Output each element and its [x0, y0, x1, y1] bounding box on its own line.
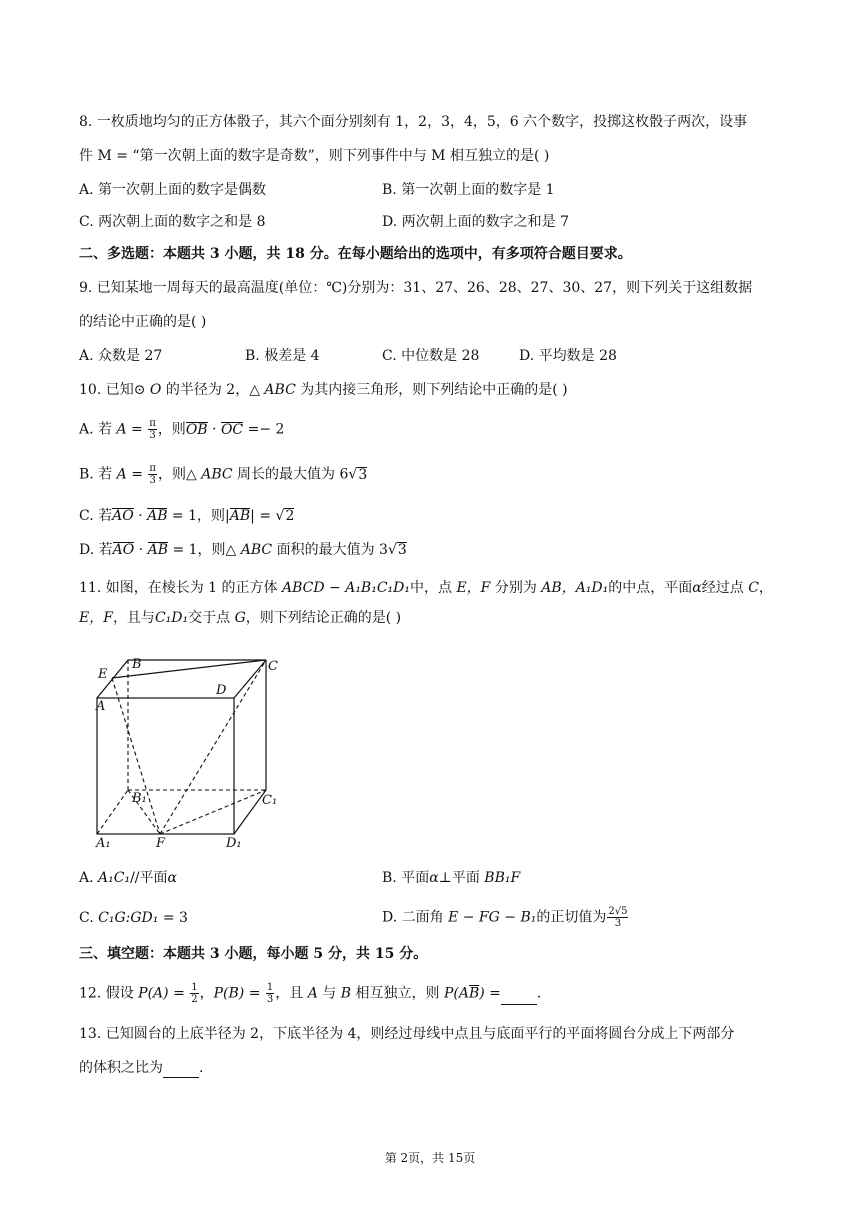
fraction-pi-over-3: $\frac{\pi}{3}$ — [149, 463, 156, 486]
label-f: F — [156, 836, 166, 848]
q12-stem: 12. 假设 P(A) = $\frac{1}{2}$ ，P(B) = $\frac{1}{3}$ ，且 A 与 B 相互独立，则 $P(A\overline{B})$ = . — [79, 982, 542, 1005]
q13-stem-line2: 的体积之比为 . — [79, 1060, 204, 1076]
q10-option-b: B. 若 A = $\frac{\pi}{3}$ ，则△ ABC 周长的最大值为 6√3 — [79, 463, 368, 486]
q8-option-b: B. 第一次朝上面的数字是 1 — [382, 182, 555, 198]
q8-option-c: C. 两次朝上面的数字之和是 8 — [79, 214, 266, 230]
sqrt-symbol: √ — [275, 508, 285, 524]
q9-stem-line1: 9. 已知某地一周每天的最高温度(单位：℃)分别为：31、27、26、28、27、30、27，则下列关于这组数据 — [79, 280, 753, 296]
hidden-edge-f-c — [160, 660, 266, 834]
hidden-edge-e-f — [112, 678, 160, 834]
q9-stem-line2: 的结论中正确的是( ) — [79, 314, 207, 330]
q9-option-b: B. 极差是 4 — [245, 348, 320, 364]
sqrt-symbol: √ — [348, 466, 358, 483]
answer-blank-q12 — [501, 990, 537, 1005]
q9-option-c: C. 中位数是 28 — [382, 348, 480, 364]
q11-option-a: A. A₁C₁//平面α — [79, 870, 177, 886]
q10-stem: 10. 已知⊙ O 的半径为 2，△ ABC 为其内接三角形，则下列结论中正确的是( ) — [79, 382, 568, 398]
label-b1: B₁ — [132, 791, 147, 806]
q8-option-d: D. 两次朝上面的数字之和是 7 — [382, 214, 569, 230]
fraction-pi-over-3: $\frac{\pi}{3}$ — [149, 418, 156, 441]
q11-option-c: C. C₁G:GD₁ = 3 — [79, 910, 188, 926]
label-c1: C₁ — [262, 793, 278, 808]
edge-d-c — [234, 660, 266, 698]
q11-stem-line2: E，F，且与C₁D₁交于点 G，则下列结论正确的是( ) — [79, 610, 402, 626]
fraction-2sqrt5-over-3: $\frac{2√5}{3}$ — [608, 906, 628, 929]
hidden-edge-a1-b1 — [97, 790, 128, 834]
cube-front-face — [97, 698, 234, 834]
q8-option-a: A. 第一次朝上面的数字是偶数 — [79, 182, 267, 198]
label-b: B — [132, 657, 142, 672]
q10-option-a: A. 若 A = $\frac{\pi}{3}$ ，则OB · OC =− 2 — [79, 418, 285, 441]
label-d1: D₁ — [226, 836, 242, 848]
label-e: E — [98, 667, 108, 682]
sqrt-symbol: √ — [387, 542, 397, 558]
section-2-heading: 二、多选题：本题共 3 小题，共 18 分。在每小题给出的选项中，有多项符合题目要求。 — [79, 246, 632, 262]
q11-option-d: D. 二面角 E − FG − B₁的正切值为 $\frac{2√5}{3}$ — [382, 906, 628, 929]
q11-stem-line1: 11. 如图，在棱长为 1 的正方体 ABCD − A₁B₁C₁D₁中，点 E，F 分别为 AB，A₁D₁的中点，平面α经过点 C， — [79, 580, 773, 596]
q10-option-d: D. 若AO · AB = 1，则△ ABC 面积的最大值为 3√3 — [79, 542, 407, 558]
answer-blank-q13 — [163, 1063, 199, 1078]
label-d: D — [216, 683, 227, 698]
q13-stem-line1: 13. 已知圆台的上底半径为 2，下底半径为 4，则经过母线中点且与底面平行的平面将圆台分成上下两部分 — [79, 1026, 735, 1042]
page-footer: 第 2页，共 15页 — [384, 1151, 476, 1165]
label-a: A — [96, 699, 106, 714]
q9-option-d: D. 平均数是 28 — [519, 348, 617, 364]
q8-stem-line2: 件 M = “第一次朝上面的数字是奇数”，则下列事件中与 M 相互独立的是( ) — [79, 148, 550, 164]
fraction-one-third: $\frac{1}{3}$ — [266, 982, 274, 1005]
q8-stem-line1: 8. 一枚质地均匀的正方体骰子，其六个面分别刻有 1，2，3，4，5，6 六个数字，投掷这枚骰子两次，设事 — [79, 114, 748, 130]
section-3-heading: 三、填空题：本题共 3 小题，每小题 5 分，共 15 分。 — [79, 946, 428, 962]
fraction-one-half: $\frac{1}{2}$ — [191, 982, 198, 1005]
label-a1: A₁ — [96, 836, 111, 848]
label-c: C — [268, 659, 278, 674]
q11-option-b: B. 平面α⊥平面 BB₁F — [382, 870, 521, 886]
q9-option-a: A. 众数是 27 — [79, 348, 163, 364]
q10-option-c: C. 若AO · AB = 1，则|AB| = √2 — [79, 508, 295, 524]
cube-figure — [88, 648, 288, 848]
